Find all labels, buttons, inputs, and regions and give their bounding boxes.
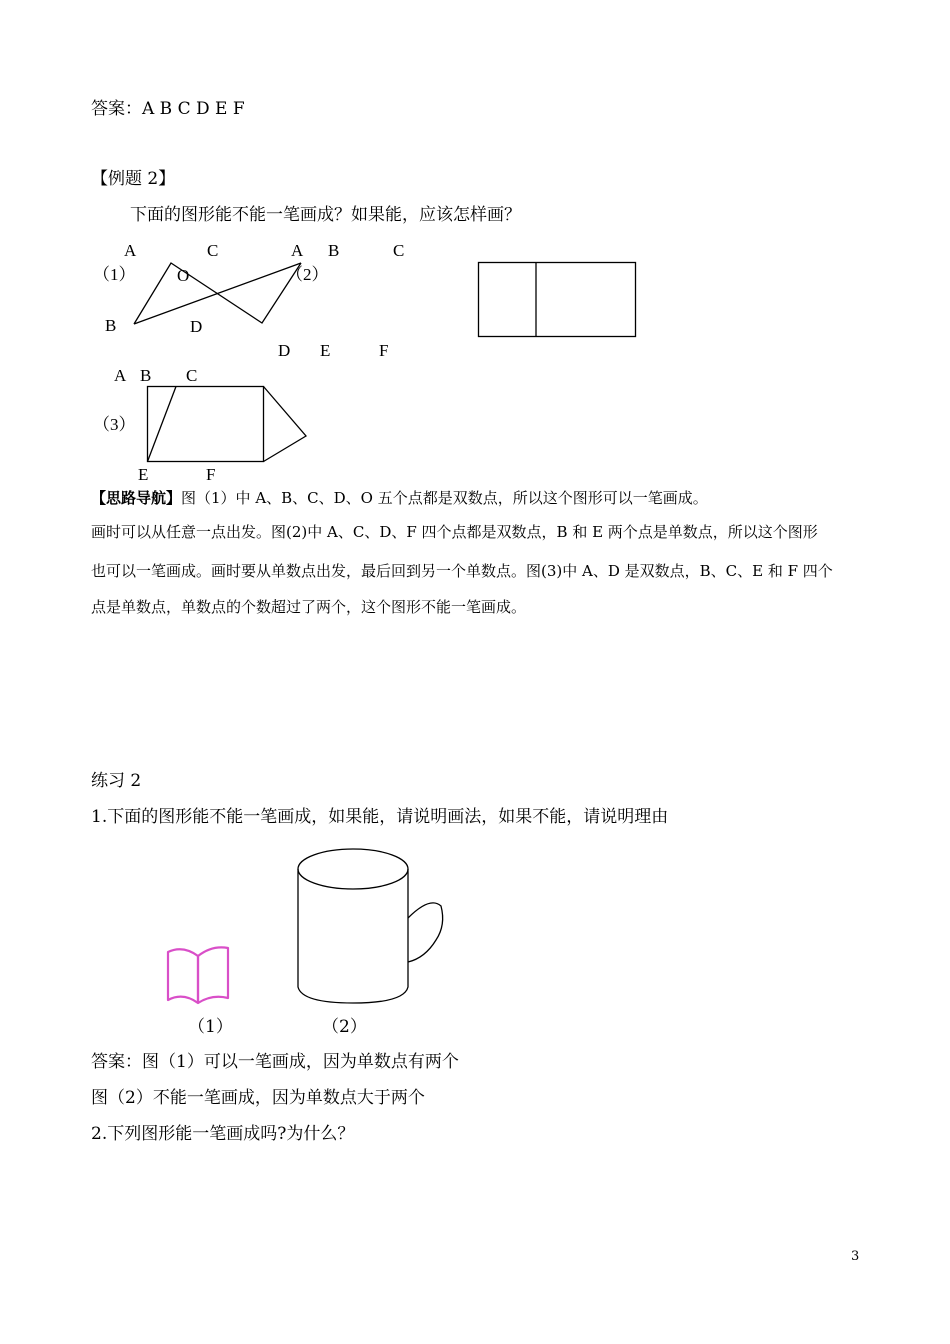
fig2-caption: （2）: [286, 265, 329, 284]
practice-heading: 练习 2: [91, 771, 142, 791]
fig3-label-e: E: [138, 465, 149, 484]
guide-line-4: 点是单数点，单数点的个数超过了两个，这个图形不能一笔画成。: [91, 598, 527, 616]
fig2-label-e: E: [320, 341, 331, 360]
mug-handle: [408, 903, 443, 962]
fig1-label-b: B: [105, 316, 117, 335]
fig1-label-a: A: [124, 241, 137, 260]
fig1-label-o: O: [177, 266, 190, 285]
practice-question-2: 2.下列图形能一笔画成吗?为什么？: [91, 1124, 355, 1144]
practice-question-1: 1.下面的图形能不能一笔画成，如果能，请说明画法，如果不能，请说明理由: [91, 807, 669, 827]
guide-line-2: 画时可以从任意一点出发。图(2)中 A、C、D、F 四个点都是双数点，B 和 E 两个点是单数点，所以这个图形: [91, 523, 818, 541]
fig1-caption: （1）: [93, 265, 136, 284]
fig2-label-a: A: [291, 241, 304, 260]
fig3-label-f: F: [206, 465, 216, 484]
practice-answer-2: 图（2）不能一笔画成，因为单数点大于两个: [91, 1088, 425, 1108]
example-question: 下面的图形能不能一笔画成？如果能，应该怎样画？: [130, 205, 521, 225]
fig3-label-b: B: [140, 366, 152, 385]
fig1-label-d: D: [190, 317, 203, 336]
page-number: 3: [851, 1249, 860, 1264]
guide-line-3: 也可以一笔画成。画时要从单数点出发，最后回到另一个单数点。图(3)中 A、D 是双数点，B、C、E 和 F 四个: [91, 562, 833, 580]
fig3-caption: （3）: [93, 415, 136, 434]
guide-tag: 【思路导航】: [91, 489, 182, 507]
mug-rim: [298, 849, 408, 889]
guide-line-1: 【思路导航】图（1）中 A、B、C、D、O 五个点都是双数点，所以这个图形可以一笔画成。: [91, 489, 708, 507]
practice-answer-1: 答案：图（1）可以一笔画成，因为单数点有两个: [91, 1052, 459, 1072]
example-heading: 【例题 2】: [91, 169, 176, 189]
fig2-label-f: F: [379, 341, 389, 360]
fig2-label-c: C: [393, 241, 405, 260]
fig2-label-b: B: [328, 241, 340, 260]
answer-text: 答案：A B C D E F: [91, 99, 245, 119]
fig3-label-c: C: [186, 366, 198, 385]
fig3-label-a: A: [114, 366, 127, 385]
fig1-label-c: C: [207, 241, 219, 260]
figure-caption-2: （2）: [322, 1017, 367, 1037]
figure-caption-1: （1）: [188, 1017, 233, 1037]
fig2-label-d: D: [278, 341, 291, 360]
